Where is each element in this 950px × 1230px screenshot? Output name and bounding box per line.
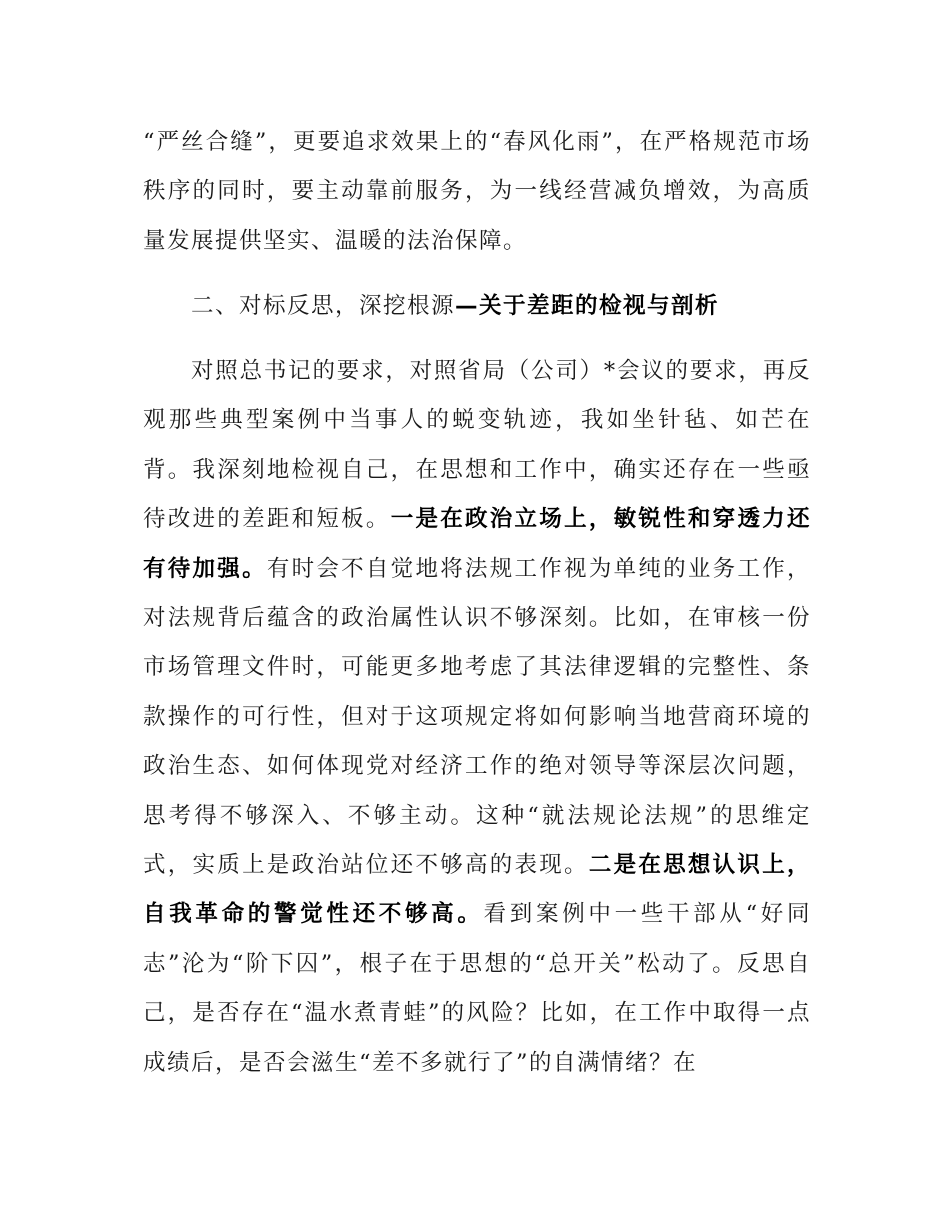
section-heading-bold: —关于差距的检视与剖析	[455, 293, 720, 319]
paragraph-intro-text: 对照总书记的要求，对照省局（公司）*会议的要求，再反观那些典型案例中当事人的蜕变轨迹，我如坐针毡、如芒在背。我深刻地检视自己，在思想和工作中，确实还存在一些亟待改进的差距和短板。	[143, 358, 811, 533]
section-heading	[143, 282, 811, 331]
point-two-heading: 二是在思想认识上，自我革命的警觉性还不够高。	[143, 852, 811, 928]
point-one-text: 有时会不自觉地将法规工作视为单纯的业务工作，对法规背后蕴含的政治属性认识不够深刻。比如，在审核一份市场管理文件时，可能更多地考虑了其法律逻辑的完整性、条款操作的可行性，但对于这项规定将如何影响当地营商环境的政治生态、如何体现党对经济工作的绝对领导等深层次问题，思考得不够深入、不够主动。这种“就法规论法规”的思维定式，实质上是政治站位还不够高的表现。	[143, 555, 811, 879]
paragraph-continuation	[143, 118, 811, 266]
point-two-text: 看到案例中一些干部从“好同志”沦为“阶下囚”，根子在于思想的“总开关”松动了。反思自己，是否存在“温水煮青蛙”的风险？比如，在工作中取得一点成绩后，是否会滋生“差不多就行了”的自满情绪？在	[143, 901, 811, 1076]
point-one-heading: 一是在政治立场上，敏锐性和穿透力还有待加强。	[143, 506, 811, 582]
paragraph-text: “严丝合缝”，更要追求效果上的“春风化雨”，在严格规范市场秩序的同时，要主动靠前服务，为一线经营减负增效，为高质量发展提供坚实、温暖的法治保障。	[143, 129, 811, 254]
paragraph-reflection	[143, 347, 811, 1088]
section-heading-prefix: 二、对标反思，深挖根源	[191, 293, 456, 319]
